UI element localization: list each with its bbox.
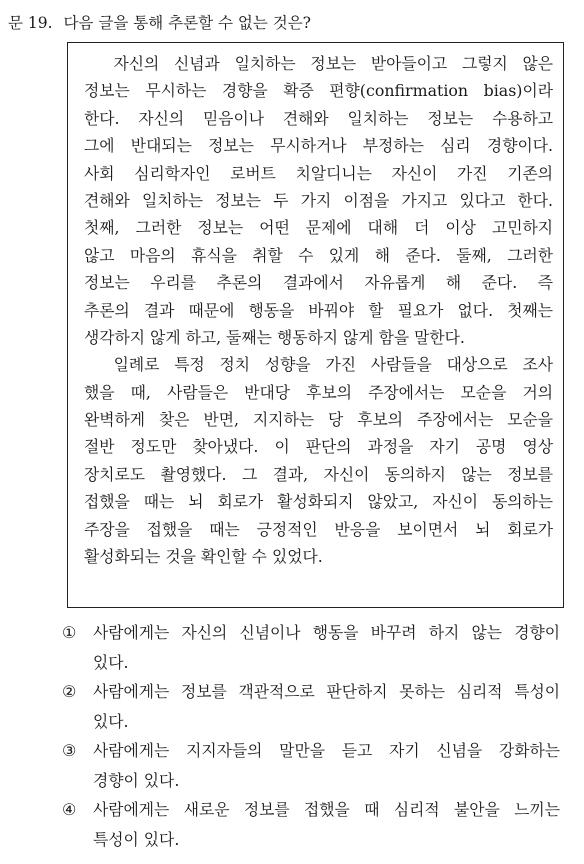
choice-4[interactable] <box>60 795 560 854</box>
passage-line: 사회 심리학자인 로버트 치알디니는 자신이 가진 기존의 <box>84 163 553 183</box>
passage-line: 활성화되는 것을 확인할 수 있었다. <box>84 547 323 567</box>
choice-text: 경향이 있다. <box>93 770 180 790</box>
passage-line: 정보는 우리를 추론의 결과에서 자유롭게 해 준다. 즉 <box>84 273 553 293</box>
passage-line: 추론의 결과 때문에 행동을 바꿔야 할 필요가 없다. 첫째는 <box>84 300 553 320</box>
choice-1[interactable] <box>60 618 560 677</box>
question-number: 문 19. <box>8 14 53 32</box>
choice-text: 사람에게는 자신의 신념이나 행동을 바꾸려 하지 않는 경향이 <box>93 623 560 642</box>
passage-line: 장치로도 촬영했다. 그 결과, 자신이 동의하지 않는 정보를 <box>84 464 553 484</box>
passage-line: 정보는 무시하는 경향을 확증 편향(confirmation bias)이라 <box>84 81 553 101</box>
choice-text: 사람에게는 지지자들의 말만을 듣고 자기 신념을 강화하는 <box>93 741 560 760</box>
choice-marker: ② <box>62 682 77 701</box>
passage-line: 자신의 신념과 일치하는 정보는 받아들이고 그렇지 않은 <box>84 54 553 73</box>
passage-line: 않고 마음의 휴식을 취할 수 있게 해 준다. 둘째, 그러한 <box>84 245 553 265</box>
passage-line: 일례로 특정 정치 성향을 가진 사람들을 대상으로 조사 <box>84 355 553 375</box>
passage-line: 접했을 때는 뇌 회로가 활성화되지 않았고, 자신이 동의하는 <box>84 492 553 512</box>
choice-text: 사람에게는 정보를 객관적으로 판단하지 못하는 심리적 특성이 <box>93 682 560 701</box>
passage-line: 절반 정도만 찾아냈다. 이 판단의 과정을 자기 공명 영상 <box>84 437 553 457</box>
choice-marker: ① <box>62 623 77 642</box>
passage-line: 완벽하게 찾은 반면, 지지하는 당 후보의 주장에서는 모순을 <box>84 410 553 430</box>
choice-text: 사람에게는 새로운 정보를 접했을 때 심리적 불안을 느끼는 <box>93 800 560 819</box>
choice-marker: ④ <box>62 800 77 819</box>
passage-line: 견해와 일치하는 정보는 두 가지 이점을 가지고 있다고 한다. <box>84 190 553 210</box>
choice-marker: ③ <box>62 741 77 760</box>
passage-line: 한다. 자신의 믿음이나 견해와 일치하는 정보는 수용하고 <box>84 108 553 128</box>
passage-box <box>67 42 564 608</box>
passage-line: 했을 때, 사람들은 반대당 후보의 주장에서는 모순을 거의 <box>84 382 553 402</box>
choice-2[interactable] <box>60 677 560 736</box>
choice-text: 특성이 있다. <box>93 829 180 849</box>
passage-line: 첫째, 그러한 정보는 어떤 문제에 대해 더 이상 고민하지 <box>84 218 553 238</box>
answer-choices <box>60 618 560 854</box>
choice-3[interactable] <box>60 736 560 795</box>
passage-line: 그에 반대되는 정보는 무시하거나 부정하는 심리 경향이다. <box>84 136 553 156</box>
choice-text: 있다. <box>93 652 129 672</box>
choice-text: 있다. <box>93 711 129 731</box>
question-header <box>8 10 578 36</box>
passage-line: 생각하지 않게 하고, 둘째는 행동하지 않게 함을 말한다. <box>84 327 465 347</box>
question-text: 다음 글을 통해 추론할 수 없는 것은? <box>63 14 311 32</box>
passage-line: 주장을 접했을 때는 긍정적인 반응을 보이면서 뇌 회로가 <box>84 519 553 539</box>
